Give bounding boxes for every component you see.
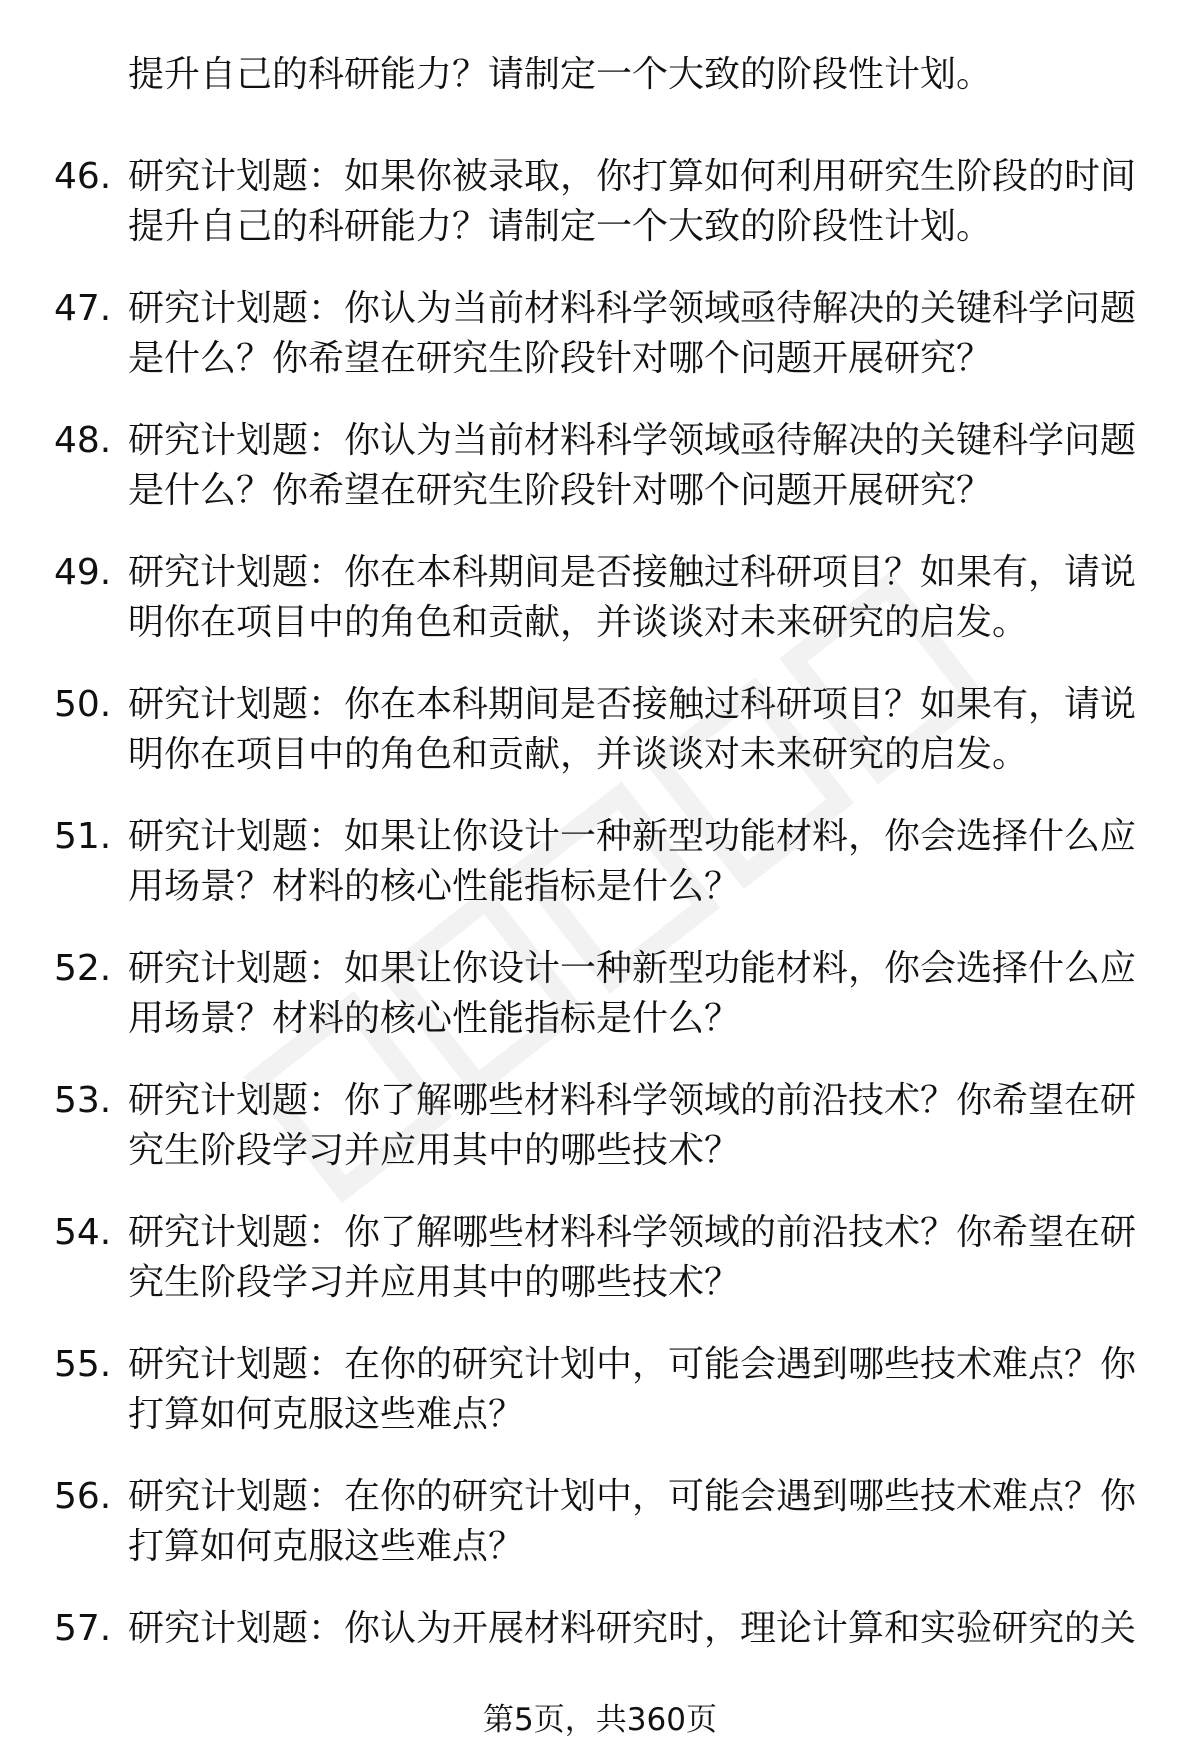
question-text-line: 研究计划题：如果你被录取，你打算如何利用研究生阶段的时间 <box>128 156 1137 197</box>
question-text-line: 是什么？你希望在研究生阶段针对哪个问题开展研究？ <box>128 470 993 511</box>
question-number: 55. <box>54 1344 112 1385</box>
question-text-line: 打算如何克服这些难点？ <box>128 1526 525 1567</box>
question-text-line: 研究计划题：如果让你设计一种新型功能材料，你会选择什么应 <box>128 948 1137 989</box>
question-text-line: 研究计划题：你认为当前材料科学领域亟待解决的关键科学问题 <box>128 420 1137 461</box>
question-number: 52. <box>54 948 112 989</box>
question-item <box>0 680 1200 812</box>
question-item <box>0 284 1200 416</box>
question-text-line: 用场景？材料的核心性能指标是什么？ <box>128 866 741 907</box>
question-number: 48. <box>54 420 112 461</box>
question-number: 46. <box>54 156 112 197</box>
question-text-line: 研究计划题：你了解哪些材料科学领域的前沿技术？你希望在研 <box>128 1212 1137 1253</box>
question-text-line: 究生阶段学习并应用其中的哪些技术？ <box>128 1262 741 1303</box>
question-number: 56. <box>54 1476 112 1517</box>
question-item <box>0 152 1200 284</box>
question-number: 54. <box>54 1212 112 1253</box>
question-text-line: 用场景？材料的核心性能指标是什么？ <box>128 998 741 1039</box>
question-text-line: 研究计划题：如果让你设计一种新型功能材料，你会选择什么应 <box>128 816 1137 857</box>
question-text-line: 是什么？你希望在研究生阶段针对哪个问题开展研究？ <box>128 338 993 379</box>
question-text-line: 研究计划题：你认为当前材料科学领域亟待解决的关键科学问题 <box>128 288 1137 329</box>
question-text-line: 明你在项目中的角色和贡献，并谈谈对未来研究的启发。 <box>128 734 1029 775</box>
question-number: 51. <box>54 816 112 857</box>
question-number: 57. <box>54 1608 112 1649</box>
page-footer: 第5页，共360页 <box>483 1702 717 1738</box>
question-text-line: 明你在项目中的角色和贡献，并谈谈对未来研究的启发。 <box>128 602 1029 643</box>
question-text-line: 研究计划题：在你的研究计划中，可能会遇到哪些技术难点？你 <box>128 1476 1137 1517</box>
question-item <box>0 1472 1200 1604</box>
question-item <box>0 548 1200 680</box>
question-item <box>0 1076 1200 1208</box>
continuation-line: 提升自己的科研能力？请制定一个大致的阶段性计划。 <box>128 54 993 95</box>
question-item <box>0 812 1200 944</box>
question-item <box>0 1340 1200 1472</box>
question-text-line: 提升自己的科研能力？请制定一个大致的阶段性计划。 <box>128 206 993 247</box>
question-item <box>0 1208 1200 1340</box>
question-text-line: 研究计划题：你认为开展材料研究时，理论计算和实验研究的关 <box>128 1608 1137 1649</box>
question-number: 47. <box>54 288 112 329</box>
question-text-line: 打算如何克服这些难点？ <box>128 1394 525 1435</box>
question-number: 49. <box>54 552 112 593</box>
question-item <box>0 416 1200 548</box>
question-text-line: 研究计划题：你在本科期间是否接触过科研项目？如果有，请说 <box>128 552 1137 593</box>
question-text-line: 研究计划题：你了解哪些材料科学领域的前沿技术？你希望在研 <box>128 1080 1137 1121</box>
question-text-line: 研究计划题：你在本科期间是否接触过科研项目？如果有，请说 <box>128 684 1137 725</box>
question-text-line: 研究计划题：在你的研究计划中，可能会遇到哪些技术难点？你 <box>128 1344 1137 1385</box>
question-list <box>0 152 1200 1736</box>
question-item <box>0 944 1200 1076</box>
question-text-line: 究生阶段学习并应用其中的哪些技术？ <box>128 1130 741 1171</box>
question-number: 50. <box>54 684 112 725</box>
question-number: 53. <box>54 1080 112 1121</box>
